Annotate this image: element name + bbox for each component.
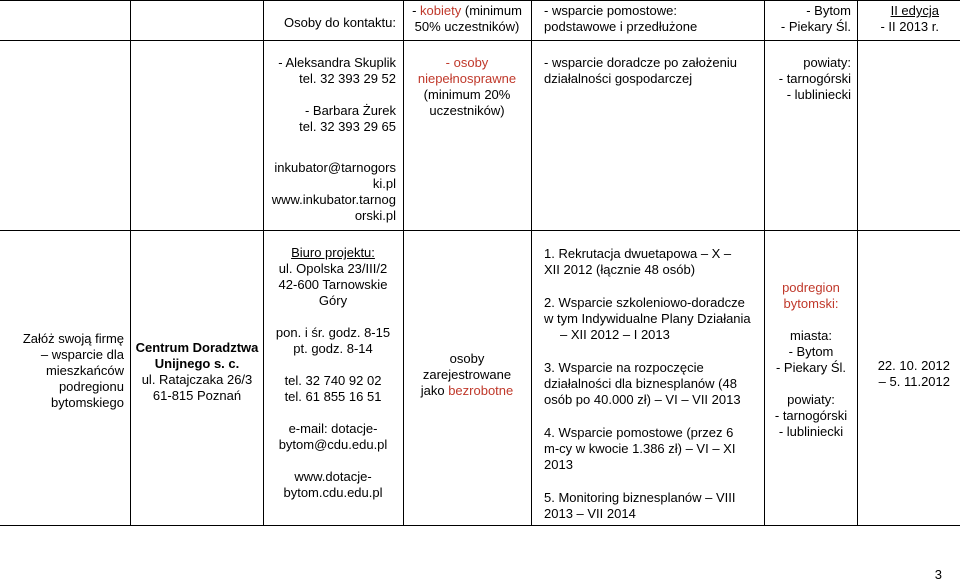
stage-5: 5. Monitoring biznesplanów – VIII 2013 – VII 2014 — [544, 490, 736, 521]
contact-header: Osoby do kontaktu: — [283, 15, 396, 30]
organization-name: Centrum Doradztwa — [135, 340, 259, 355]
stage-1: 1. Rekrutacja dwuetapowa – X – XII 2012 (łącznie 48 osób) — [544, 246, 732, 277]
project-office: Biuro projektu: ul. Opolska 23/III/2 42-600 Tarnowskie Góry pon. i śr. godz. 8-15 pt. godz. 8-14 tel. 32 740 92 02 tel. 61 855 16 51 e-mail: dotacje- bytom@cdu.edu.pl www.dotacje- bytom.cdu.edu.pl — [264, 245, 402, 501]
edition-label: II edycja — [890, 3, 939, 18]
row-divider-2 — [0, 230, 960, 231]
col-divider-1 — [130, 0, 131, 526]
target-unemployed-red: bezrobotne — [448, 383, 514, 398]
target-women-red: kobiety — [420, 3, 462, 18]
edition-info: II edycja - II 2013 r. — [858, 3, 939, 35]
target-group-unemployed: osoby zarejestrowane jako bezrobotne — [420, 351, 514, 398]
col-divider-6 — [857, 0, 858, 526]
table-top-border — [0, 0, 960, 1]
target-group-disabled: - osoby niepełnosprawne (minimum 20% uczestników) — [417, 55, 517, 118]
col-divider-4 — [531, 0, 532, 526]
target-group-women: - kobiety (minimum 50% uczestników) — [412, 3, 522, 34]
stage-3: 3. Wsparcie na rozpoczęcie działalności dla biznesplanów (48 osób po 40.000 zł) – VI – VII 2013 — [544, 360, 741, 407]
recruitment-dates: 22. 10. 2012 – 5. 11.2012 — [877, 358, 950, 389]
page-number: 3 — [934, 567, 942, 582]
stage-2: 2. Wsparcie szkoleniowo-doradcze w tym Indywidualne Plany Działania – XII 2012 – I 2013 — [544, 295, 751, 342]
project-stages — [544, 246, 757, 522]
contact-email-web: inkubator@tarnogors ki.pl www.inkubator.tarnog orski.pl — [271, 160, 396, 223]
office-header: Biuro projektu: — [291, 245, 375, 260]
table-bottom-border — [0, 525, 960, 526]
area-counties-row2: powiaty: - tarnogórski - lubliniecki — [778, 55, 851, 102]
region-info: podregion bytomski: miasta: - Bytom - Piekary Śl. powiaty: - tarnogórski - lubliniecki — [774, 280, 848, 439]
project-title: Załóż swoją firmę – wsparcie dla mieszkańców podregionu bytomskiego — [22, 331, 124, 410]
support-bridge: - wsparcie pomostowe: podstawowe i przedłużone — [544, 3, 698, 34]
area-cities-row1: - Bytom - Piekary Śl. — [780, 3, 851, 34]
support-advisory: - wsparcie doradcze po założeniu działalności gospodarczej — [544, 55, 737, 86]
organization: Centrum Doradztwa Unijnego s. c. ul. Ratajczaka 26/3 61-815 Poznań — [131, 340, 263, 404]
contact-persons: - Aleksandra Skuplik tel. 32 393 29 52 - Barbara Żurek tel. 32 393 29 65 — [278, 55, 396, 134]
row-divider-1 — [0, 40, 960, 41]
stage-4: 4. Wsparcie pomostowe (przez 6 m-cy w kwocie 1.386 zł) – VI – XI 2013 — [544, 425, 736, 472]
